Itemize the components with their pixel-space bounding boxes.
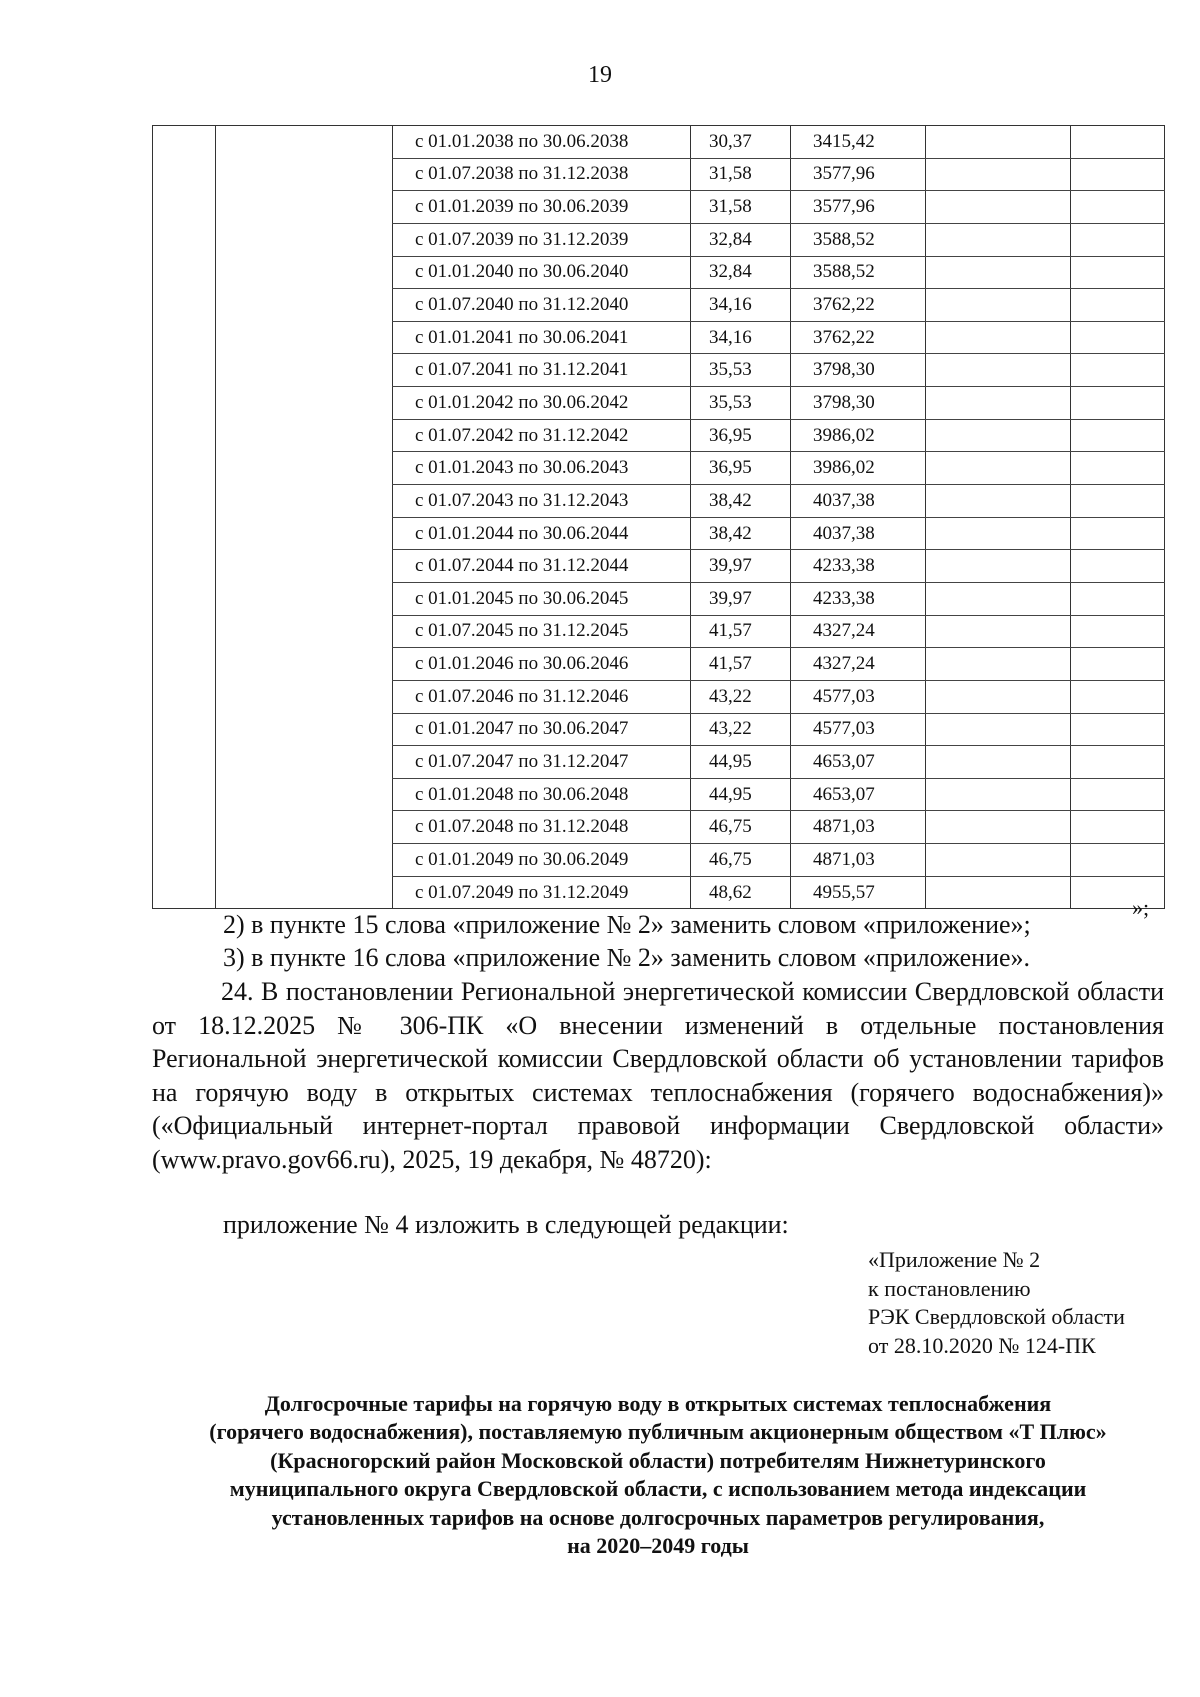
value-cell: 4233,38 xyxy=(791,550,926,583)
empty-cell xyxy=(153,680,216,713)
empty-cell xyxy=(926,615,1071,648)
empty-cell xyxy=(216,256,393,289)
empty-cell xyxy=(926,354,1071,387)
empty-cell xyxy=(1071,550,1165,583)
empty-cell xyxy=(153,158,216,191)
value-cell: 44,95 xyxy=(691,746,791,779)
empty-cell xyxy=(1071,615,1165,648)
empty-cell xyxy=(1071,419,1165,452)
empty-cell xyxy=(216,452,393,485)
empty-cell xyxy=(216,419,393,452)
empty-cell xyxy=(216,680,393,713)
period-cell: с 01.07.2040 по 31.12.2040 xyxy=(393,289,691,322)
table-row xyxy=(153,648,1165,681)
table-row xyxy=(153,387,1165,420)
empty-cell xyxy=(153,615,216,648)
period-cell: с 01.07.2042 по 31.12.2042 xyxy=(393,419,691,452)
empty-cell xyxy=(1071,387,1165,420)
empty-cell xyxy=(926,550,1071,583)
empty-cell xyxy=(153,485,216,518)
value-cell: 3798,30 xyxy=(791,387,926,420)
table-row xyxy=(153,876,1165,909)
period-cell: с 01.07.2044 по 31.12.2044 xyxy=(393,550,691,583)
empty-cell xyxy=(1071,746,1165,779)
document-title xyxy=(152,1390,1164,1560)
value-cell: 4577,03 xyxy=(791,680,926,713)
empty-cell xyxy=(153,746,216,779)
value-cell: 3588,52 xyxy=(791,256,926,289)
table-row xyxy=(153,354,1165,387)
title-line: на 2020–2049 годы xyxy=(567,1533,749,1559)
table-row xyxy=(153,321,1165,354)
period-cell: с 01.01.2047 по 30.06.2047 xyxy=(393,713,691,746)
table-row xyxy=(153,126,1165,159)
period-cell: с 01.07.2047 по 31.12.2047 xyxy=(393,746,691,779)
value-cell: 30,37 xyxy=(691,126,791,159)
empty-cell xyxy=(1071,713,1165,746)
value-cell: 35,53 xyxy=(691,354,791,387)
empty-cell xyxy=(1071,844,1165,877)
table-row xyxy=(153,746,1165,779)
value-cell: 3577,96 xyxy=(791,191,926,224)
empty-cell xyxy=(1071,680,1165,713)
empty-cell xyxy=(1071,256,1165,289)
empty-cell xyxy=(1071,582,1165,615)
table-row xyxy=(153,419,1165,452)
value-cell: 3588,52 xyxy=(791,223,926,256)
empty-cell xyxy=(216,387,393,420)
closing-quote: »; xyxy=(1132,895,1150,920)
empty-cell xyxy=(216,550,393,583)
empty-cell xyxy=(216,517,393,550)
empty-cell xyxy=(216,126,393,159)
empty-cell xyxy=(153,876,216,909)
period-cell: с 01.01.2048 по 30.06.2048 xyxy=(393,778,691,811)
value-cell: 3577,96 xyxy=(791,158,926,191)
value-cell: 38,42 xyxy=(691,517,791,550)
table-row xyxy=(153,778,1165,811)
item-3-text: 3) в пункте 16 слова «приложение № 2» заменить словом «приложение». xyxy=(223,943,1031,972)
table-row xyxy=(153,256,1165,289)
table-row xyxy=(153,158,1165,191)
table-row xyxy=(153,582,1165,615)
empty-cell xyxy=(216,158,393,191)
empty-cell xyxy=(926,256,1071,289)
value-cell: 4653,07 xyxy=(791,746,926,779)
value-cell: 36,95 xyxy=(691,419,791,452)
table-row xyxy=(153,223,1165,256)
empty-cell xyxy=(216,778,393,811)
value-cell: 46,75 xyxy=(691,844,791,877)
value-cell: 3762,22 xyxy=(791,321,926,354)
value-cell: 41,57 xyxy=(691,648,791,681)
empty-cell xyxy=(1071,485,1165,518)
item-2-text: 2) в пункте 15 слова «приложение № 2» заменить словом «приложение»; xyxy=(223,910,1031,939)
period-cell: с 01.01.2042 по 30.06.2042 xyxy=(393,387,691,420)
empty-cell xyxy=(926,126,1071,159)
value-cell: 4037,38 xyxy=(791,485,926,518)
table-row xyxy=(153,517,1165,550)
empty-cell xyxy=(1071,191,1165,224)
empty-cell xyxy=(926,485,1071,518)
empty-cell xyxy=(1071,876,1165,909)
empty-cell xyxy=(153,191,216,224)
empty-cell xyxy=(926,648,1071,681)
table-row xyxy=(153,844,1165,877)
appendix-reference xyxy=(868,1246,1125,1360)
empty-cell xyxy=(216,746,393,779)
empty-cell xyxy=(153,126,216,159)
empty-cell xyxy=(1071,648,1165,681)
empty-cell xyxy=(216,713,393,746)
value-cell: 39,97 xyxy=(691,550,791,583)
empty-cell xyxy=(153,321,216,354)
empty-cell xyxy=(926,158,1071,191)
value-cell: 4233,38 xyxy=(791,582,926,615)
value-cell: 43,22 xyxy=(691,680,791,713)
title-line: (Красногорский район Московской области) потребителям Нижнетуринского xyxy=(270,1447,1046,1473)
value-cell: 4871,03 xyxy=(791,811,926,844)
table-row xyxy=(153,452,1165,485)
table-row xyxy=(153,615,1165,648)
value-cell: 4955,57 xyxy=(791,876,926,909)
period-cell: с 01.01.2043 по 30.06.2043 xyxy=(393,452,691,485)
empty-cell xyxy=(926,223,1071,256)
empty-cell xyxy=(153,550,216,583)
empty-cell xyxy=(1071,354,1165,387)
empty-cell xyxy=(153,844,216,877)
value-cell: 31,58 xyxy=(691,191,791,224)
value-cell: 3986,02 xyxy=(791,452,926,485)
item-24-paragraph xyxy=(152,975,1164,1177)
value-cell: 4653,07 xyxy=(791,778,926,811)
empty-cell xyxy=(1071,321,1165,354)
empty-cell xyxy=(926,517,1071,550)
value-cell: 36,95 xyxy=(691,452,791,485)
empty-cell xyxy=(926,876,1071,909)
table-row xyxy=(153,680,1165,713)
empty-cell xyxy=(216,648,393,681)
empty-cell xyxy=(216,191,393,224)
table-row xyxy=(153,550,1165,583)
period-cell: с 01.07.2045 по 31.12.2045 xyxy=(393,615,691,648)
value-cell: 48,62 xyxy=(691,876,791,909)
value-cell: 34,16 xyxy=(691,321,791,354)
appendix-line: РЭК Свердловской области xyxy=(868,1304,1125,1329)
empty-cell xyxy=(216,615,393,648)
empty-cell xyxy=(153,387,216,420)
period-cell: с 01.07.2048 по 31.12.2048 xyxy=(393,811,691,844)
empty-cell xyxy=(1071,158,1165,191)
empty-cell xyxy=(1071,517,1165,550)
empty-cell xyxy=(1071,452,1165,485)
title-line: (горячего водоснабжения), поставляемую публичным акционерным обществом «Т Плюс» xyxy=(209,1419,1107,1445)
empty-cell xyxy=(153,223,216,256)
period-cell: с 01.07.2041 по 31.12.2041 xyxy=(393,354,691,387)
empty-cell xyxy=(926,680,1071,713)
table-row xyxy=(153,485,1165,518)
empty-cell xyxy=(216,876,393,909)
empty-cell xyxy=(926,191,1071,224)
empty-cell xyxy=(216,289,393,322)
empty-cell xyxy=(926,289,1071,322)
instruction-text: приложение № 4 изложить в следующей редакции: xyxy=(223,1210,789,1239)
empty-cell xyxy=(153,517,216,550)
value-cell: 39,97 xyxy=(691,582,791,615)
empty-cell xyxy=(216,354,393,387)
empty-cell xyxy=(216,485,393,518)
value-cell: 34,16 xyxy=(691,289,791,322)
empty-cell xyxy=(153,419,216,452)
empty-cell xyxy=(153,713,216,746)
appendix-line: «Приложение № 2 xyxy=(868,1247,1041,1272)
tariff-table xyxy=(152,125,1165,909)
period-cell: с 01.01.2041 по 30.06.2041 xyxy=(393,321,691,354)
value-cell: 4327,24 xyxy=(791,615,926,648)
empty-cell xyxy=(216,582,393,615)
value-cell: 4871,03 xyxy=(791,844,926,877)
table-row xyxy=(153,191,1165,224)
empty-cell xyxy=(926,321,1071,354)
empty-cell xyxy=(153,778,216,811)
empty-cell xyxy=(216,223,393,256)
empty-cell xyxy=(926,419,1071,452)
empty-cell xyxy=(153,256,216,289)
item-24-text: 24. В постановлении Региональной энергетической комиссии Свердловской области от 18.12.2025 № 306-ПК «О внесении изменений в отдельные постановления Региональной энергетической комиссии Свердловской области об установлении тарифов на горячую воду в открытых системах теплоснабжения (горячего водоснабжения)» («Официальный интернет-портал правовой информации Свердловской области» (www.pravo.gov66.ru), 2025, 19 декабря, № 48720): xyxy=(152,977,1164,1174)
value-cell: 35,53 xyxy=(691,387,791,420)
value-cell: 3986,02 xyxy=(791,419,926,452)
page-number: 19 xyxy=(588,62,612,88)
table-row xyxy=(153,289,1165,322)
title-line: Долгосрочные тарифы на горячую воду в открытых системах теплоснабжения xyxy=(264,1391,1052,1416)
value-cell: 43,22 xyxy=(691,713,791,746)
empty-cell xyxy=(1071,778,1165,811)
empty-cell xyxy=(926,452,1071,485)
period-cell: с 01.07.2049 по 31.12.2049 xyxy=(393,876,691,909)
value-cell: 4577,03 xyxy=(791,713,926,746)
value-cell: 32,84 xyxy=(691,256,791,289)
value-cell: 31,58 xyxy=(691,158,791,191)
empty-cell xyxy=(216,811,393,844)
period-cell: с 01.01.2040 по 30.06.2040 xyxy=(393,256,691,289)
period-cell: с 01.01.2039 по 30.06.2039 xyxy=(393,191,691,224)
period-cell: с 01.01.2038 по 30.06.2038 xyxy=(393,126,691,159)
period-cell: с 01.01.2045 по 30.06.2045 xyxy=(393,582,691,615)
period-cell: с 01.01.2049 по 30.06.2049 xyxy=(393,844,691,877)
value-cell: 4037,38 xyxy=(791,517,926,550)
table-row xyxy=(153,713,1165,746)
value-cell: 32,84 xyxy=(691,223,791,256)
empty-cell xyxy=(926,746,1071,779)
period-cell: с 01.07.2046 по 31.12.2046 xyxy=(393,680,691,713)
appendix-line: от 28.10.2020 № 124-ПК xyxy=(868,1332,1096,1358)
empty-cell xyxy=(926,844,1071,877)
empty-cell xyxy=(1071,289,1165,322)
empty-cell xyxy=(926,713,1071,746)
empty-cell xyxy=(926,778,1071,811)
empty-cell xyxy=(1071,126,1165,159)
empty-cell xyxy=(216,844,393,877)
value-cell: 41,57 xyxy=(691,615,791,648)
empty-cell xyxy=(153,811,216,844)
empty-cell xyxy=(926,811,1071,844)
value-cell: 46,75 xyxy=(691,811,791,844)
empty-cell xyxy=(926,387,1071,420)
value-cell: 3762,22 xyxy=(791,289,926,322)
title-line: установленных тарифов на основе долгосрочных параметров регулирования, xyxy=(271,1504,1045,1530)
empty-cell xyxy=(216,321,393,354)
period-cell: с 01.07.2038 по 31.12.2038 xyxy=(393,158,691,191)
value-cell: 38,42 xyxy=(691,485,791,518)
period-cell: с 01.01.2046 по 30.06.2046 xyxy=(393,648,691,681)
period-cell: с 01.07.2039 по 31.12.2039 xyxy=(393,223,691,256)
empty-cell xyxy=(153,354,216,387)
value-cell: 4327,24 xyxy=(791,648,926,681)
value-cell: 3415,42 xyxy=(791,126,926,159)
period-cell: с 01.01.2044 по 30.06.2044 xyxy=(393,517,691,550)
empty-cell xyxy=(926,582,1071,615)
empty-cell xyxy=(1071,223,1165,256)
title-line: муниципального округа Свердловской области, с использованием метода индексации xyxy=(229,1476,1087,1502)
value-cell: 3798,30 xyxy=(791,354,926,387)
empty-cell xyxy=(153,582,216,615)
empty-cell xyxy=(153,648,216,681)
table-row xyxy=(153,811,1165,844)
empty-cell xyxy=(153,452,216,485)
appendix-line: к постановлению xyxy=(868,1275,1031,1301)
value-cell: 44,95 xyxy=(691,778,791,811)
empty-cell xyxy=(1071,811,1165,844)
empty-cell xyxy=(153,289,216,322)
period-cell: с 01.07.2043 по 31.12.2043 xyxy=(393,485,691,518)
